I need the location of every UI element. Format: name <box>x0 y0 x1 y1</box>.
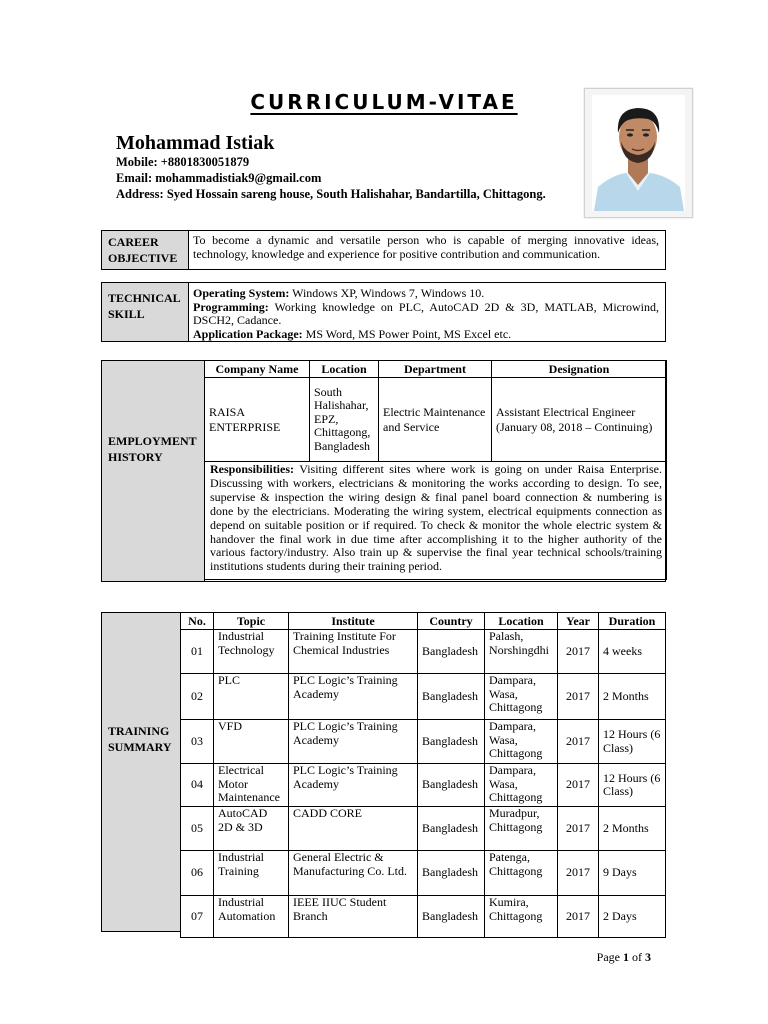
training-no-cell: 07 <box>181 896 214 938</box>
col-company-name: Company Name <box>205 361 310 378</box>
training-table <box>180 612 666 938</box>
training-no-cell: 06 <box>181 851 214 896</box>
training-row <box>181 630 666 674</box>
training-year-cell: 2017 <box>558 896 599 938</box>
training-topic-cell: Electrical Motor Maintenance <box>214 764 289 807</box>
training-no-cell: 03 <box>181 720 214 764</box>
training-row <box>181 674 666 720</box>
designation-cell: Assistant Electrical Engineer (January 08, 2018 – Continuing) <box>492 378 667 462</box>
training-row <box>181 896 666 938</box>
employment-history-section <box>101 360 666 582</box>
application-text: MS Word, MS Power Point, MS Excel etc. <box>302 326 512 341</box>
training-year-cell: 2017 <box>558 674 599 720</box>
career-label-cell <box>102 231 189 269</box>
training-institute-cell: IEEE IIUC Student Branch <box>289 896 418 938</box>
employment-label-cell <box>102 361 205 581</box>
training-duration-cell: 2 Months <box>599 807 666 851</box>
training-institute-cell: General Electric & Manufacturing Co. Ltd. <box>289 851 418 896</box>
training-no-cell: 01 <box>181 630 214 674</box>
training-no-cell: 05 <box>181 807 214 851</box>
training-country-cell: Bangladesh <box>418 851 485 896</box>
programming-text: Working knowledge on PLC, AutoCAD 2D & 3D, MATLAB, Microwind, DSCH2, Cadance. <box>193 299 659 327</box>
training-institute-cell: Training Institute For Chemical Industries <box>289 630 418 674</box>
training-location-cell: Patenga, Chittagong <box>485 851 558 896</box>
document-title: CURRICULUM-VITAE <box>250 90 518 114</box>
training-duration-cell: 9 Days <box>599 851 666 896</box>
training-label-cell <box>101 612 181 932</box>
col-year: Year <box>558 613 599 630</box>
responsibilities-text: Visiting different sites where work is going on under Raisa Enterprise. Discussing with workers, electricians & monitoring the works according to design. To see, supervise & inspection the wiring design & final panel board connection & numbering is done by the electricians. Moderating the wiring system, electrical equipments connection as depend on suitable position or if required. To check & monitor the whole electric system & handover the final work in due time after accomplishing it to the higher authority of the various factory/industry. Also train up & supervise the final year technical schools/training institutions students during their training period. <box>210 462 662 574</box>
career-objective-section <box>101 230 666 270</box>
training-topic-cell: PLC <box>214 674 289 720</box>
training-country-cell: Bangladesh <box>418 674 485 720</box>
training-country-cell: Bangladesh <box>418 764 485 807</box>
training-institute-cell: PLC Logic’s Training Academy <box>289 674 418 720</box>
training-topic-cell: Industrial Training <box>214 851 289 896</box>
col-location: Location <box>485 613 558 630</box>
training-topic-cell: Industrial Technology <box>214 630 289 674</box>
applicant-name: Mohammad Istiak <box>116 132 275 154</box>
training-institute-cell: PLC Logic’s Training Academy <box>289 764 418 807</box>
employment-table <box>204 360 667 580</box>
application-label: Application Package: <box>193 326 303 341</box>
training-country-cell: Bangladesh <box>418 720 485 764</box>
profile-photo <box>592 95 685 211</box>
company-cell: RAISA ENTERPRISE <box>205 378 310 462</box>
training-duration-cell: 4 weeks <box>599 630 666 674</box>
department-cell: Electric Maintenance and Service <box>379 378 492 462</box>
training-institute-cell: PLC Logic’s Training Academy <box>289 720 418 764</box>
training-year-cell: 2017 <box>558 851 599 896</box>
training-location-cell: Palash, Norshingdhi <box>485 630 558 674</box>
col-location: Location <box>310 361 379 378</box>
training-institute-cell: CADD CORE <box>289 807 418 851</box>
training-country-cell: Bangladesh <box>418 896 485 938</box>
page-indicator: Page 1 of 3 <box>596 950 651 964</box>
address-line: Address: Syed Hossain sareng house, South Halishahar, Bandartilla, Chittagong. <box>116 187 546 201</box>
training-no-cell: 04 <box>181 764 214 807</box>
training-year-cell: 2017 <box>558 807 599 851</box>
training-country-cell: Bangladesh <box>418 630 485 674</box>
col-country: Country <box>418 613 485 630</box>
col-duration: Duration <box>599 613 666 630</box>
training-location-cell: Dampara, Wasa, Chittagong <box>485 764 558 807</box>
col-designation: Designation <box>492 361 667 378</box>
technical-details <box>193 287 659 341</box>
training-year-cell: 2017 <box>558 630 599 674</box>
career-text: To become a dynamic and versatile person who is capable of merging innovative ideas, technology, knowledge and experience for positive contribution and communication. <box>193 233 659 261</box>
training-row <box>181 764 666 807</box>
training-topic-cell: VFD <box>214 720 289 764</box>
training-topic-cell: AutoCAD 2D & 3D <box>214 807 289 851</box>
training-label: TRAINING SUMMARY <box>108 724 172 754</box>
training-country-cell: Bangladesh <box>418 807 485 851</box>
responsibilities-cell <box>205 462 667 580</box>
training-location-cell: Dampara, Wasa, Chittagong <box>485 674 558 720</box>
training-location-cell: Dampara, Wasa, Chittagong <box>485 720 558 764</box>
training-year-cell: 2017 <box>558 764 599 807</box>
os-text: Windows XP, Windows 7, Windows 10. <box>289 286 485 300</box>
training-duration-cell: 12 Hours (6 Class) <box>599 764 666 807</box>
training-row <box>181 851 666 896</box>
training-no-cell: 02 <box>181 674 214 720</box>
training-location-cell: Muradpur, Chittagong <box>485 807 558 851</box>
career-label: CAREER OBJECTIVE <box>108 235 178 265</box>
training-duration-cell: 2 Days <box>599 896 666 938</box>
training-location-cell: Kumira, Chittagong <box>485 896 558 938</box>
profile-photo-frame <box>584 88 693 218</box>
col-topic: Topic <box>214 613 289 630</box>
training-duration-cell: 12 Hours (6 Class) <box>599 720 666 764</box>
training-row <box>181 720 666 764</box>
training-row <box>181 807 666 851</box>
responsibilities-label: Responsibilities: <box>210 462 295 476</box>
email-line: Email: mohammadistiak9@gmail.com <box>116 171 322 185</box>
employment-label: EMPLOYMENT HISTORY <box>108 434 197 464</box>
training-year-cell: 2017 <box>558 720 599 764</box>
programming-label: Programming: <box>193 299 269 314</box>
mobile-line: Mobile: +8801830051879 <box>116 155 250 169</box>
col-no: No. <box>181 613 214 630</box>
technical-label: TECHNICAL SKILL <box>108 291 181 321</box>
technical-label-cell <box>102 283 189 341</box>
col-department: Department <box>379 361 492 378</box>
location-cell: South Halishahar, EPZ, Chittagong, Bangladesh <box>310 378 379 462</box>
training-topic-cell: Industrial Automation <box>214 896 289 938</box>
technical-skill-section <box>101 282 666 342</box>
os-label: Operating System: <box>193 286 290 300</box>
col-institute: Institute <box>289 613 418 630</box>
training-duration-cell: 2 Months <box>599 674 666 720</box>
